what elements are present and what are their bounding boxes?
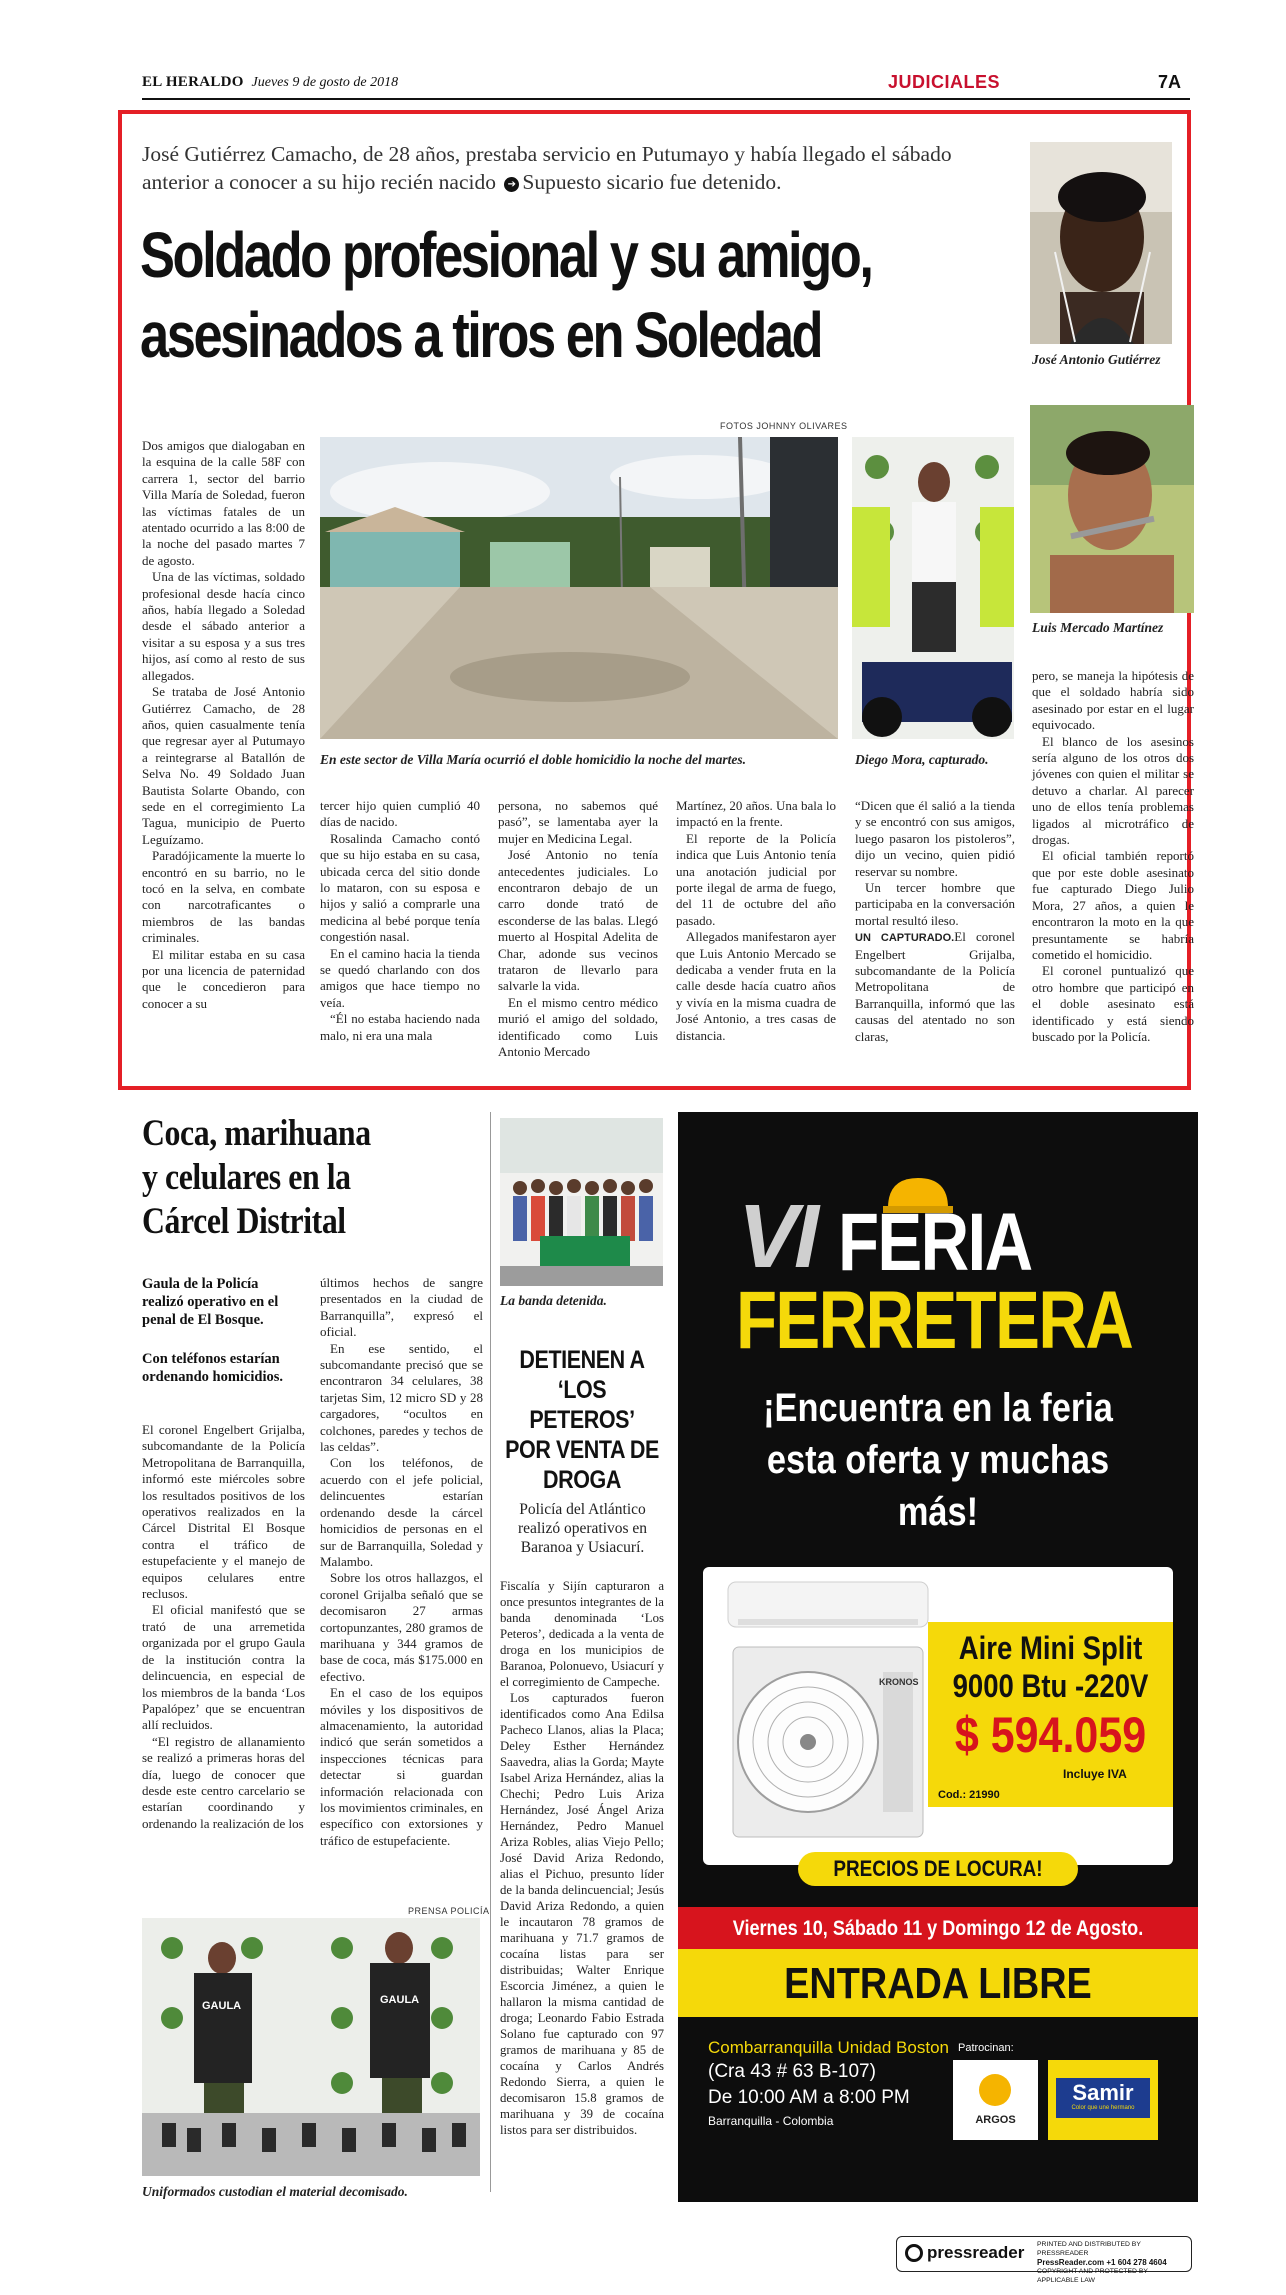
peteros-subhead: Policía del Atlántico realizó operativos en Baranoa y Usiacurí. xyxy=(517,1501,648,1556)
entrada-libre: ENTRADA LIBRE xyxy=(784,1959,1092,2008)
price-iva-note: Incluye IVA xyxy=(1063,1767,1127,1781)
paragraph: tercer hijo quien cumplió 40 días de nacido. xyxy=(320,798,480,830)
main-column-6 xyxy=(1032,668,1194,1045)
venue-city: Barranquilla - Colombia xyxy=(708,2114,834,2128)
paragraph: El reporte de la Policía indica que Luis Antonio tenía una anotación judicial por porte ilegal de arma de fuego, del 11 de octubre del año pasado. xyxy=(676,830,836,928)
coca-photo-caption: Uniformados custodian el material decomisado. xyxy=(142,2184,408,2199)
paragraph: El oficial también reportó que por este doble asesinato fue capturado Diego Julio Mora, 27 años, a quien le encontraron la moto en la que presuntamente se habría cometido el homicidio. xyxy=(1032,848,1194,962)
main-column-3 xyxy=(498,798,658,1061)
story-kicker xyxy=(142,140,1022,196)
notice-line: PRINTED AND DISTRIBUTED BY PRESSREADER xyxy=(1037,2241,1141,2257)
headline-line-4: DROGA xyxy=(543,1466,621,1494)
tagline-line: ¡Encuentra en la feria xyxy=(763,1386,1113,1430)
main-column-1 xyxy=(142,438,305,1012)
sponsor-argos-logo xyxy=(953,2060,1038,2140)
paragraph: El oficial manifestó que se trató de una arremetida organizada por el grupo Gaula de la institución contra la delincuencia, en especial de los miembros de la banda ‘Los Papalópez’ que se encuentran allí recluidos. xyxy=(142,1602,305,1733)
coca-photo-credit: PRENSA POLICÍA xyxy=(408,1906,490,1916)
paragraph: El blanco de los asesinos sería alguno de los otros dos jóvenes con quien el militar se detuvo a charlar. Al parecer uno de ellos tenía problemas ligados al microtráfico de drogas. xyxy=(1032,733,1194,848)
page-number: 7A xyxy=(1158,72,1182,92)
argos-icon xyxy=(979,2074,1011,2106)
product-code: Cod.: 21990 xyxy=(938,1789,1000,1801)
scene-caption: En este sector de Villa María ocurrió el doble homicidio la noche del martes. xyxy=(320,752,746,767)
product-price: $ 594.059 xyxy=(954,1707,1147,1763)
headline-line-3: Cárcel Distrital xyxy=(142,1201,346,1242)
ad-tagline xyxy=(714,1382,1161,1538)
headline-line-3: POR VENTA DE xyxy=(505,1436,659,1464)
paragraph: El coronel Engelbert Grijalba, subcomandante de la Policía Metropolitana de Barranquilla, informó este miércoles sobre los resultados positivos de los operativos realizados en la Cárcel Distrital El Bosque contra el tráfico de estupefaciente y el manejo de equipos celulares entre reclusos. xyxy=(142,1422,305,1602)
sponsor-name: Samir xyxy=(1072,2080,1134,2105)
paragraph: “Dicen que él salió a la tienda y se encontró con sus amigos, luego pasaron los pistoleros”, dijo un vecino, quien pidió reservar su nombre. xyxy=(855,798,1015,879)
paragraph: Los capturados fueron identificados como Ana Edilsa Pacheco Llanos, alias la Placa; Deley Esther Hernández Saavedra, alias la Gorda; Mayte Isabel Ariza Hernández, alias la Chechi; Pedro Luis Ariza Hernández, José Ángel Ariza Hernández, Pedro Manuel Ariza Robles, alias Viejo Pello; José David Ariza Redondo, alias el Pichuo, presunto líder de la banda delincuencial; Jesús David Ariza Redondo, a quien le incautaron 78 gramos de marihuana y 71.7 gramos de cocaína listas para ser distribuidas; Walter Enrique Escorcia Jiménez, a quien le hallaron la misma cantidad de droga; Leonardo Fabio Estrada Solano fue capturado con 97 gramos de marihuana y 85 de cocaína y Carlos Andrés Redondo Sierra, a quien le decomisaron 15.8 gramos de marihuana y 39 de cocaína listos para ser distribuidos. xyxy=(500,1691,664,2137)
main-column-4 xyxy=(676,798,836,1044)
peteros-headline xyxy=(505,1345,660,1495)
paragraph: “El registro de allanamiento se realizó a primeras horas del día, luego de conocer que desde este centro carcelario se estarían coordinando y ordenando la realización de los xyxy=(142,1733,305,1831)
kicker-text: José Gutiérrez Camacho, de 28 años, prestaba servicio en Putumayo y había llegado el sábado anterior a conocer a su hijo recién nacido xyxy=(142,142,952,194)
peteros-column xyxy=(500,1578,664,2138)
paragraph: Sobre los otros hallazgos, el coronel Grijalba señaló que se decomisaron 27 armas cortopunzantes, 280 gramos de marihuana y 344 gramos de base de coca, más $175.000 en efectivo. xyxy=(320,1570,483,1684)
promo-text: PRECIOS DE LOCURA! xyxy=(833,1856,1043,1881)
event-dates: Viernes 10, Sábado 11 y Domingo 12 de Agosto. xyxy=(732,1917,1144,1940)
ad-roman-numeral: VI xyxy=(738,1187,816,1287)
paragraph: Martínez, 20 años. Una bala lo impactó en la frente. xyxy=(676,798,836,830)
scene-photo xyxy=(320,437,838,739)
subhead-lead: UN CAPTURADO. xyxy=(855,932,955,945)
coca-photo xyxy=(142,1918,480,2176)
header-rule xyxy=(142,98,1190,100)
advertisement xyxy=(678,1112,1198,2202)
peteros-photo-caption: La banda detenida. xyxy=(500,1293,607,1308)
product-line: Aire Mini Split xyxy=(958,1630,1143,1666)
venue-address: (Cra 43 # 63 B-107) xyxy=(708,2061,876,2082)
photo-credit: FOTOS JOHNNY OLIVARES xyxy=(720,421,848,431)
tagline-line: esta oferta y muchas xyxy=(766,1438,1110,1482)
paragraph: “Él no estaba haciendo nada malo, ni era una mala xyxy=(320,1011,480,1043)
notice-line: PressReader.com +1 604 278 4604 xyxy=(1037,2258,1167,2267)
coca-column-2 xyxy=(320,1275,483,1849)
ac-brand: KRONOS xyxy=(879,1677,919,1687)
paragraph: Un tercer hombre que participaba en la conversación mortal resultó ileso. xyxy=(855,880,1015,928)
pressreader-badge xyxy=(896,2236,1192,2284)
arrow-right-icon: ➔ xyxy=(504,177,519,192)
coca-column-1 xyxy=(142,1422,305,1832)
headline-line-1: Soldado profesional y su amigo, xyxy=(140,219,872,291)
coca-subhead-2: Con teléfonos estarían ordenando homicidios. xyxy=(142,1351,283,1385)
paragraph: El coronel puntualizó que otro hombre que participó en el doble asesinato está identificado y está siendo buscado por la Policía. xyxy=(1032,963,1194,1044)
paragraph: Paradójicamente la muerte lo encontró en su barrio, no le tocó en la selva, en combate con narcotraficantes o miembros de las bandas criminales. xyxy=(142,848,305,946)
sponsor-tagline: Color que une hermano xyxy=(1071,2105,1135,2111)
headline-line-1: DETIENEN A xyxy=(519,1346,645,1374)
paragraph: Dos amigos que dialogaban en la esquina de la calle 58F con carrera 1, sector del barrio Villa María de Soledad, fueron las víctimas fatales de un atentado ocurrido a las 8:00 de la noche del pasado martes 7 de agosto. xyxy=(142,438,305,568)
coca-headline xyxy=(142,1112,426,1244)
vest-label: GAULA xyxy=(202,2000,242,2012)
paragraph: José Antonio no tenía antecedentes judiciales. Lo encontraron debajo de un carro donde trató de esconderse de las balas. Llegó muerto al Hospital Adelita de Char, adonde sus vecinos trataron de llevarlo para salvarle la vida. xyxy=(498,847,658,994)
portrait-luis-mercado xyxy=(1030,405,1194,613)
paragraph: En el mismo centro médico murió el amigo del soldado, identificado como Luis Antonio Mercado xyxy=(498,994,658,1060)
paragraph: Con los teléfonos, de acuerdo con el jefe policial, delincuentes estarían ordenando desde la cárcel homicidios de personas en el sur de Barranquilla, Soledad y Malambo. xyxy=(320,1455,483,1569)
story-headline xyxy=(140,215,872,375)
kicker-tail: Supuesto sicario fue detenido. xyxy=(522,170,782,194)
venue-name: Combarranquilla Unidad Boston xyxy=(708,2038,949,2057)
coca-subhead-1: Gaula de la Policía realizó operativo en el penal de El Bosque. xyxy=(142,1276,279,1328)
paragraph: Una de las víctimas, soldado profesional desde hacía cinco años, había llegado a Soledad desde el sábado anterior a visitar a su esposa y a sus tres hijos, así como al resto de sus allegados. xyxy=(142,569,305,683)
portrait-2-caption: Luis Mercado Martínez xyxy=(1032,620,1164,635)
ad-feria: FERIA xyxy=(838,1197,1032,1288)
sponsors-label: Patrocinan: xyxy=(958,2042,1014,2054)
air-conditioner-image xyxy=(718,1577,938,1847)
paragraph: persona, no sabemos qué pasó”, se lamentaba ayer la mujer en Medicina Legal. xyxy=(498,798,658,846)
headline-line-2: asesinados a tiros en Soledad xyxy=(140,299,822,371)
venue-hours: De 10:00 AM a 8:00 PM xyxy=(708,2087,910,2108)
paragraph: Se trataba de José Antonio Gutiérrez Camacho, de 28 años, quien casualmente tenía que regresar ayer al Putumayo a reintegrarse al Batallón de Selva No. 49 Soldado Juan Bautista Solarte Obando, con sede en el corregimiento La Tagua, municipio de Puerto Leguízamo. xyxy=(142,684,305,847)
issue-date: Jueves 9 de gosto de 2018 xyxy=(251,75,399,90)
headline-line-2: y celulares en la xyxy=(142,1157,351,1198)
portrait-jose-antonio xyxy=(1030,142,1172,344)
lead-text: El coronel Engelbert Grijalba, subcomandante de la Policía Metropolitana de Barranquilla, informó que las causas del atentado no son claras, xyxy=(855,929,1015,1044)
masthead xyxy=(142,74,398,91)
paragraph: últimos hechos de sangre presentados en la ciudad de Barranquilla”, expresó el oficial. xyxy=(320,1275,483,1340)
product-panel xyxy=(703,1567,1173,1865)
brand-name: EL HERALDO xyxy=(142,74,244,90)
vest-label: GAULA xyxy=(380,1994,420,2006)
headline-line-2: ‘LOS PETEROS’ xyxy=(529,1376,635,1434)
paragraph xyxy=(855,929,1015,1045)
paragraph: En ese sentido, el subcomandante precisó que se encontraron 34 celulares, 38 tarjetas Sim, 12 micro SD y 28 cargadores, “ocultos en colchones, paredes y techos de las celdas”. xyxy=(320,1340,483,1455)
notice-line: COPYRIGHT AND PROTECTED BY APPLICABLE LAW xyxy=(1037,2268,1148,2284)
tagline-line: más! xyxy=(897,1490,979,1534)
paragraph: En el caso de los equipos móviles y los dispositivos de almacenamiento, la autoridad indicó que serán sometidos a inspecciones técnicas para detectar si guardan información relacionada con los movimientos criminales, en específico con extorsiones y tráfico de estupefaciente. xyxy=(320,1685,483,1848)
paragraph: Fiscalía y Sijín capturaron a once presuntos integrantes de la banda denominada ‘Los Peteros’, dedicada a la venta de droga en los municipios de Baranoa, Polonuevo, Usiacurí y el corregimiento de Campeche. xyxy=(500,1579,664,1689)
venue-block xyxy=(708,2037,988,2131)
sponsor-name: ARGOS xyxy=(975,2114,1016,2126)
pressreader-icon xyxy=(905,2244,923,2262)
capture-photo xyxy=(852,437,1014,739)
product-title xyxy=(945,1629,1156,1705)
main-column-5 xyxy=(855,798,1015,1045)
headline-line-1: Coca, marihuana xyxy=(142,1113,371,1154)
section-name: JUDICIALES xyxy=(888,72,1001,92)
product-line: 9000 Btu -220V xyxy=(952,1668,1149,1704)
main-column-2 xyxy=(320,798,480,1044)
portrait-1-caption: José Antonio Gutiérrez xyxy=(1032,352,1161,367)
paragraph: Rosalinda Camacho contó que su hijo estaba en su casa, ubicada cerca del sitio donde lo mataron, con su esposa e hijos y salió a comprarle una medicina al bebé porque tenía congestión nasal. xyxy=(320,830,480,945)
ad-ferretera: FERRETERA xyxy=(736,1275,1133,1366)
sponsor-samir-logo xyxy=(1048,2060,1158,2140)
peteros-photo xyxy=(500,1118,663,1286)
paragraph: El militar estaba en su casa por una licencia de paternidad que le concedieron para conocer a su xyxy=(142,946,305,1011)
capture-caption: Diego Mora, capturado. xyxy=(855,752,989,767)
column-divider xyxy=(490,1112,491,2192)
paragraph: pero, se maneja la hipótesis de que el soldado habría sido asesinado por estar en el lugar equivocado. xyxy=(1032,668,1194,733)
pressreader-notice xyxy=(1037,2240,1187,2285)
paragraph: Allegados manifestaron ayer que Luis Antonio Mercado se dedicaba a vender fruta en la calle desde hacía cuatro años y vivía en la misma cuadra de José Antonio, a tres casas de distancia. xyxy=(676,929,836,1043)
paragraph: En el camino hacia la tienda se quedó charlando con dos amigos que hace tiempo no veía. xyxy=(320,945,480,1010)
pressreader-logo: pressreader xyxy=(927,2243,1025,2262)
